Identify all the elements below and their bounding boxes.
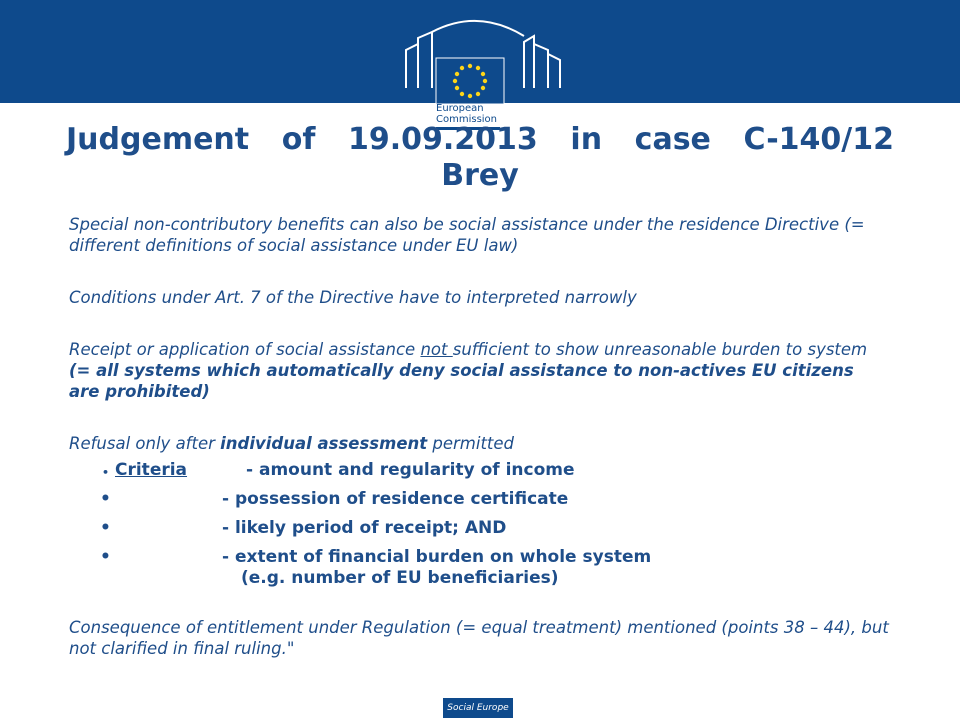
criteria-item	[69, 547, 889, 597]
bullet-icon: •	[100, 547, 111, 567]
paragraph-art7: Conditions under Art. 7 of the Directive have to interpreted narrowly	[69, 288, 637, 307]
title-line1: Judgement of 19.09.2013 in case C-140/12	[66, 122, 894, 157]
bullet-icon: •	[102, 466, 110, 479]
paragraph-consequence: Consequence of entitlement under Regulation (= equal treatment) mentioned (points 38 – 44), but not clarified in final ruling."	[69, 618, 889, 658]
title-line2: Brey	[441, 158, 519, 193]
page-title	[40, 122, 920, 194]
paragraph-receipt: Receipt or application of social assistance not sufficient to show unreasonable burden to system (= all systems which automatically deny social assistance to non-actives EU citizens are prohibited)	[69, 340, 868, 401]
criteria-item	[69, 489, 889, 518]
criteria-label: Criteria	[115, 460, 188, 480]
criteria-subtext: (e.g. number of EU beneficiaries)	[241, 568, 559, 588]
criteria-item	[69, 460, 889, 489]
logo-line1: European	[436, 103, 484, 114]
criteria-text: - likely period of receipt; AND	[222, 518, 507, 538]
social-europe-logo: Social Europe	[443, 698, 513, 718]
criteria-text: - extent of financial burden on whole system	[222, 547, 652, 567]
logo-line2: Commission	[436, 114, 498, 125]
slide-body	[69, 214, 889, 659]
paragraph-refusal: Refusal only after individual assessment permitted	[69, 434, 515, 453]
criteria-text: - amount and regularity of income	[246, 460, 575, 480]
bullet-icon: •	[100, 518, 111, 538]
criteria-item	[69, 518, 889, 547]
criteria-text: - possession of residence certificate	[222, 489, 569, 509]
bullet-icon: •	[100, 489, 111, 509]
paragraph-sncb: Special non-contributory benefits can also be social assistance under the residence Directive (= different definitions of social assistance under EU law)	[69, 215, 865, 255]
